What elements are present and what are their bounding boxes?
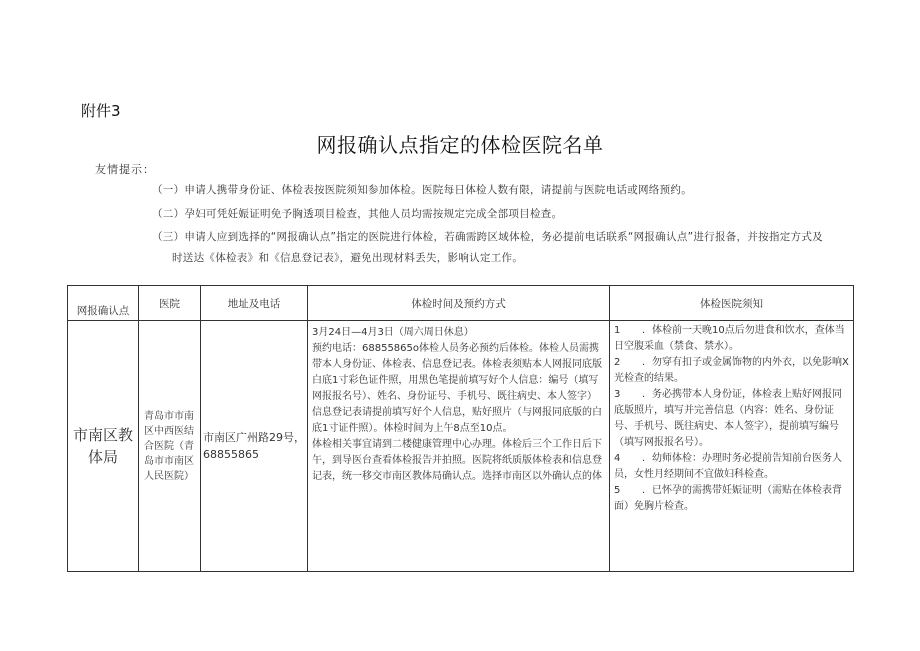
time-line-2: 预约电话：68855865o体检人员务必预约后体检。体检人员需携带本人身份证、体检表、信息登记表。体检表须贴本人网报同底版白底1寸彩色证件照，用黑色笔提前填写好个人信息：编号（填写网报报名号）、姓名、身份证号、手机号、既往病史、本人签字） (312, 343, 602, 402)
note-number: 2 (614, 357, 621, 368)
note-number: 1 (614, 325, 621, 336)
tip-item-3-continued: 时送达《体检表》和《信息登记表》，避免出现材料丢失，影响认定工作。 (172, 252, 524, 264)
time-line-3: 信息登记表请提前填写好个人信息，贴好照片（与网报同底版的白底1寸证件照）。体检时间为上午8点至10点。 (312, 407, 602, 434)
note-text: ．已怀孕的需携带妊娠证明（需贴在体检表背面）免胸片检查。 (614, 485, 842, 512)
page-title: 网报确认点指定的体检医院名单 (316, 133, 604, 157)
table-row (68, 321, 854, 572)
tip-item-2: （二）孕妇可凭妊娠证明免予胸透项目检查，其他人员均需按规定完成全部项目检查。 (152, 208, 563, 220)
note-item-4 (614, 451, 849, 483)
col-header-notes: 体检医院须知 (610, 286, 854, 321)
cell-notes (610, 321, 854, 572)
note-item-3 (614, 387, 849, 451)
note-text: ．务必携带本人身份证，体检表上贴好网报同底版照片，填写并完善信息（内容：姓名、身份证号、手机号、既往病史、本人签字），提前填写编号（填写网报报名号）。 (614, 389, 842, 448)
hospital-table (67, 285, 854, 572)
table-header-row (68, 286, 854, 321)
cell-hospital: 青岛市市南区中西医结合医院（青岛市市南区人民医院） (139, 321, 201, 572)
col-header-hospital: 医院 (139, 286, 201, 321)
cell-time (308, 321, 610, 572)
col-header-time: 体检时间及预约方式 (308, 286, 610, 321)
col-header-address: 地址及电话 (201, 286, 308, 321)
note-number: 3 (614, 389, 621, 400)
tip-item-1: （一）申请人携带身份证、体检表按医院须知参加体检。医院每日体检人数有限，请提前与医院电话或网络预约。 (152, 184, 692, 196)
note-number: 4 (614, 453, 621, 464)
note-text: ．体检前一天晚10点后勿进食和饮水，查体当日空腹采血（禁食、禁水）。 (614, 325, 845, 352)
note-number: 5 (614, 485, 621, 496)
time-line-4: 体检相关事宜请到二楼健康管理中心办理。体检后三个工作日后下午，到导医台查看体检报告并拍照。医院将纸质版体检表和信息登记表，统一移交市南区教体局确认点。选择市南区以外确认点的体 (312, 439, 602, 482)
time-line-1: 3月24日—4月3日（周六周日休息） (312, 327, 474, 338)
tips-heading: 友情提示： (95, 163, 155, 176)
col-header-point: 网报确认点 (68, 286, 139, 321)
note-item-2 (614, 355, 849, 387)
note-text: ．勿穿有扣子或金属饰物的内外衣，以免影响X光检查的结果。 (614, 357, 849, 384)
note-item-1 (614, 323, 849, 355)
note-text: ．幼师体检：办理时务必提前告知前台医务人员，女性月经期间不宜做妇科检查。 (614, 453, 842, 480)
cell-address: 市南区广州路29号，68855865 (201, 321, 308, 572)
note-item-5 (614, 483, 849, 515)
attachment-label: 附件3 (81, 102, 121, 120)
tip-item-3: （三）申请人应到选择的“网报确认点”指定的医院进行体检，若确需跨区域体检，务必提前电话联系“网报确认点”进行报备，并按指定方式及 (152, 231, 823, 243)
cell-point: 市南区教体局 (68, 321, 139, 572)
